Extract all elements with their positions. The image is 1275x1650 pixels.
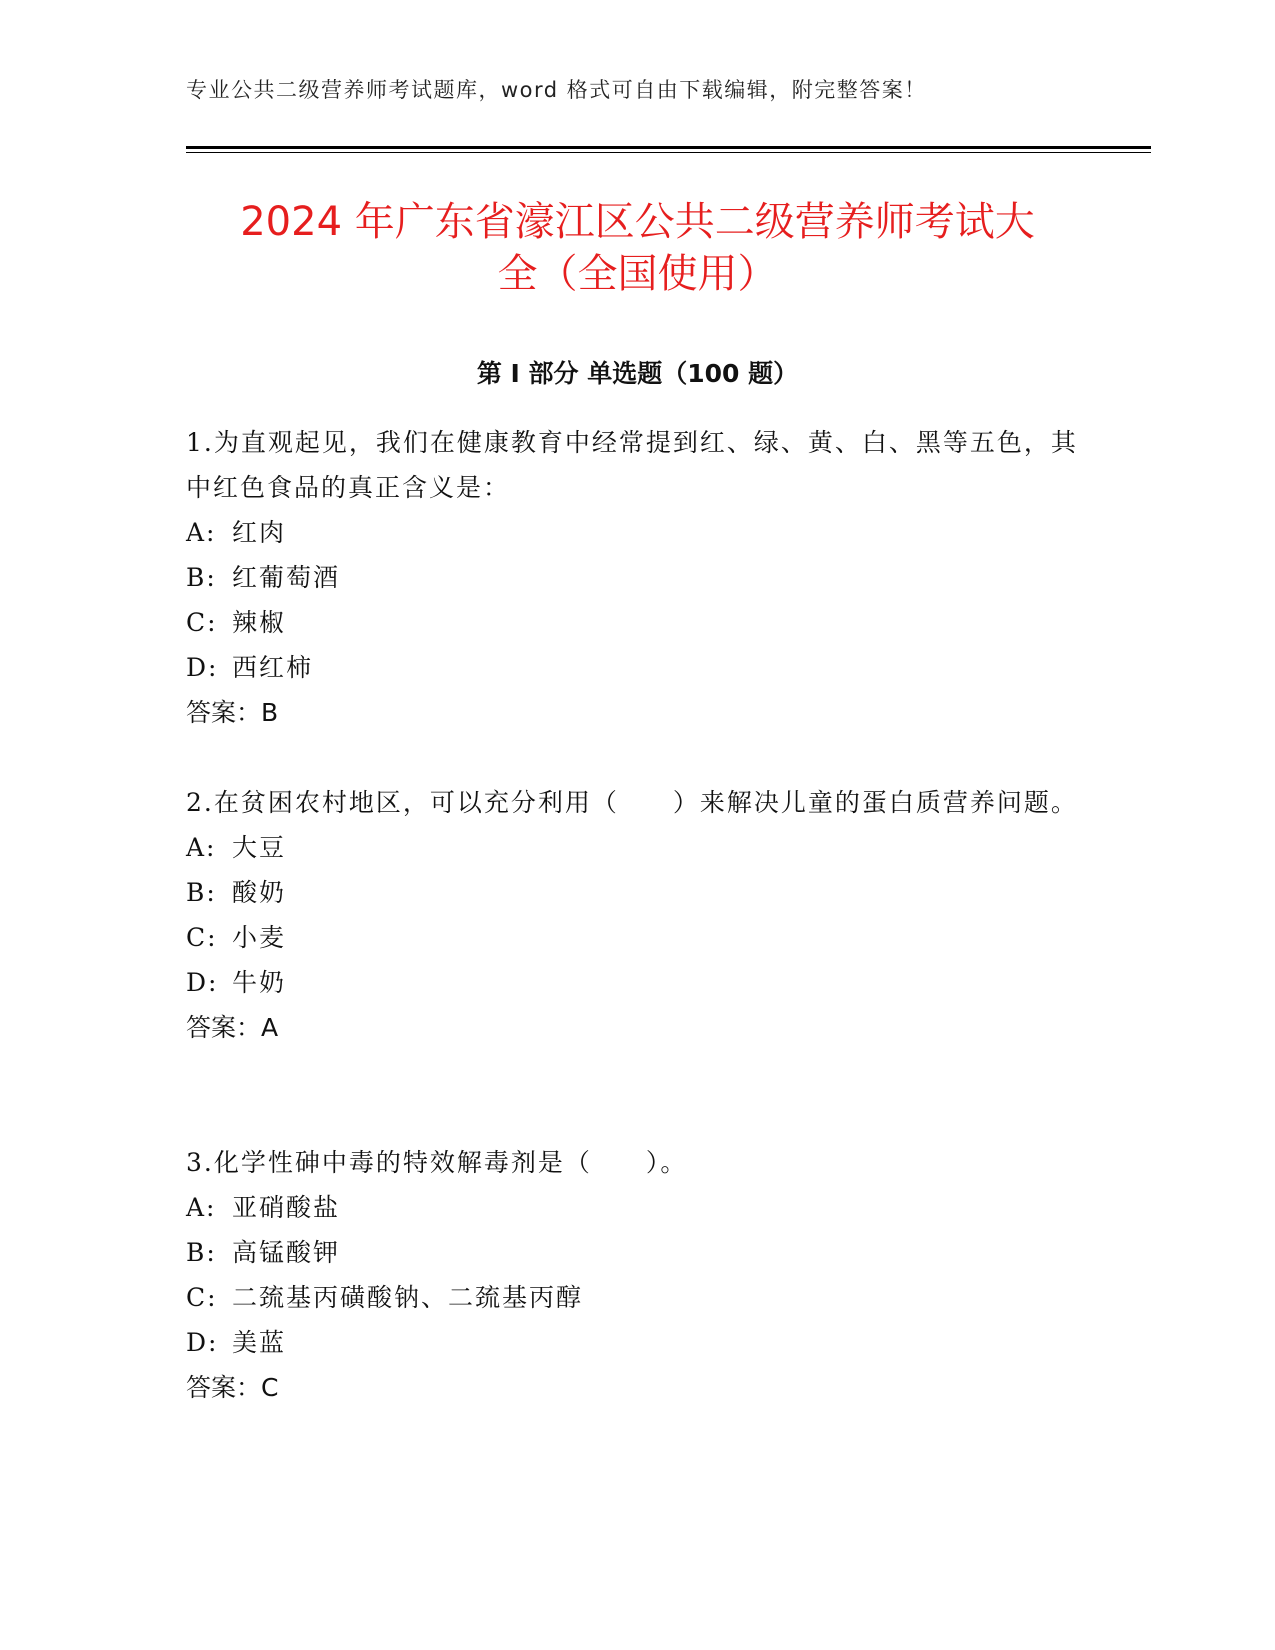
document-title: [150, 196, 1125, 300]
option-text: 大豆: [232, 833, 287, 862]
option-b: [186, 1230, 1086, 1275]
document-title-line-1: 2024 年广东省濠江区公共二级营养师考试大: [240, 199, 1035, 245]
option-letter: B:: [186, 878, 217, 907]
option-letter: A:: [186, 833, 217, 862]
option-text: 红葡萄酒: [232, 563, 341, 592]
option-d: [186, 1320, 1086, 1365]
option-d: [186, 960, 1086, 1005]
option-letter: A:: [186, 518, 217, 547]
option-letter: C:: [186, 1283, 218, 1312]
option-letter: B:: [186, 563, 217, 592]
header-rule-thick: [186, 146, 1151, 149]
answer: 答案：B: [186, 698, 279, 727]
option-text: 小麦: [232, 923, 287, 952]
document-title-line-2: 全（全国使用）: [497, 251, 778, 297]
option-text: 西红柿: [232, 653, 314, 682]
header-note: 专业公共二级营养师考试题库，word 格式可自由下载编辑，附完整答案！: [186, 78, 927, 102]
option-c: [186, 915, 1086, 960]
answer: 答案：A: [186, 1013, 279, 1042]
section-heading: 第 I 部分 单选题（100 题）: [476, 359, 799, 388]
question-1: [186, 420, 1086, 735]
option-letter: A:: [186, 1193, 217, 1222]
option-text: 高锰酸钾: [232, 1238, 341, 1267]
option-text: 亚硝酸盐: [232, 1193, 341, 1222]
option-text: 辣椒: [232, 608, 287, 637]
option-text: 酸奶: [232, 878, 287, 907]
option-text: 红肉: [232, 518, 287, 547]
question-stem: 1.为直观起见，我们在健康教育中经常提到红、绿、黄、白、黑等五色，其中红色食品的真正含义是：: [186, 428, 1078, 502]
answer: 答案：C: [186, 1373, 279, 1402]
option-letter: C:: [186, 608, 218, 637]
question-stem: 3.化学性砷中毒的特效解毒剂是（ ）。: [186, 1148, 688, 1177]
header-rule-thin: [186, 152, 1151, 153]
option-letter: D:: [186, 1328, 219, 1357]
option-text: 美蓝: [232, 1328, 287, 1357]
option-a: [186, 1185, 1086, 1230]
option-letter: C:: [186, 923, 218, 952]
option-letter: D:: [186, 968, 219, 997]
option-d: [186, 645, 1086, 690]
option-a: [186, 510, 1086, 555]
option-a: [186, 825, 1086, 870]
option-c: [186, 600, 1086, 645]
option-text: 二巯基丙磺酸钠、二巯基丙醇: [232, 1283, 584, 1312]
question-stem: 2.在贫困农村地区，可以充分利用（ ）来解决儿童的蛋白质营养问题。: [186, 788, 1078, 817]
option-c: [186, 1275, 1086, 1320]
question-3: [186, 1140, 1086, 1410]
option-letter: B:: [186, 1238, 217, 1267]
option-letter: D:: [186, 653, 219, 682]
question-2: [186, 780, 1086, 1050]
option-b: [186, 555, 1086, 600]
option-text: 牛奶: [232, 968, 287, 997]
option-b: [186, 870, 1086, 915]
